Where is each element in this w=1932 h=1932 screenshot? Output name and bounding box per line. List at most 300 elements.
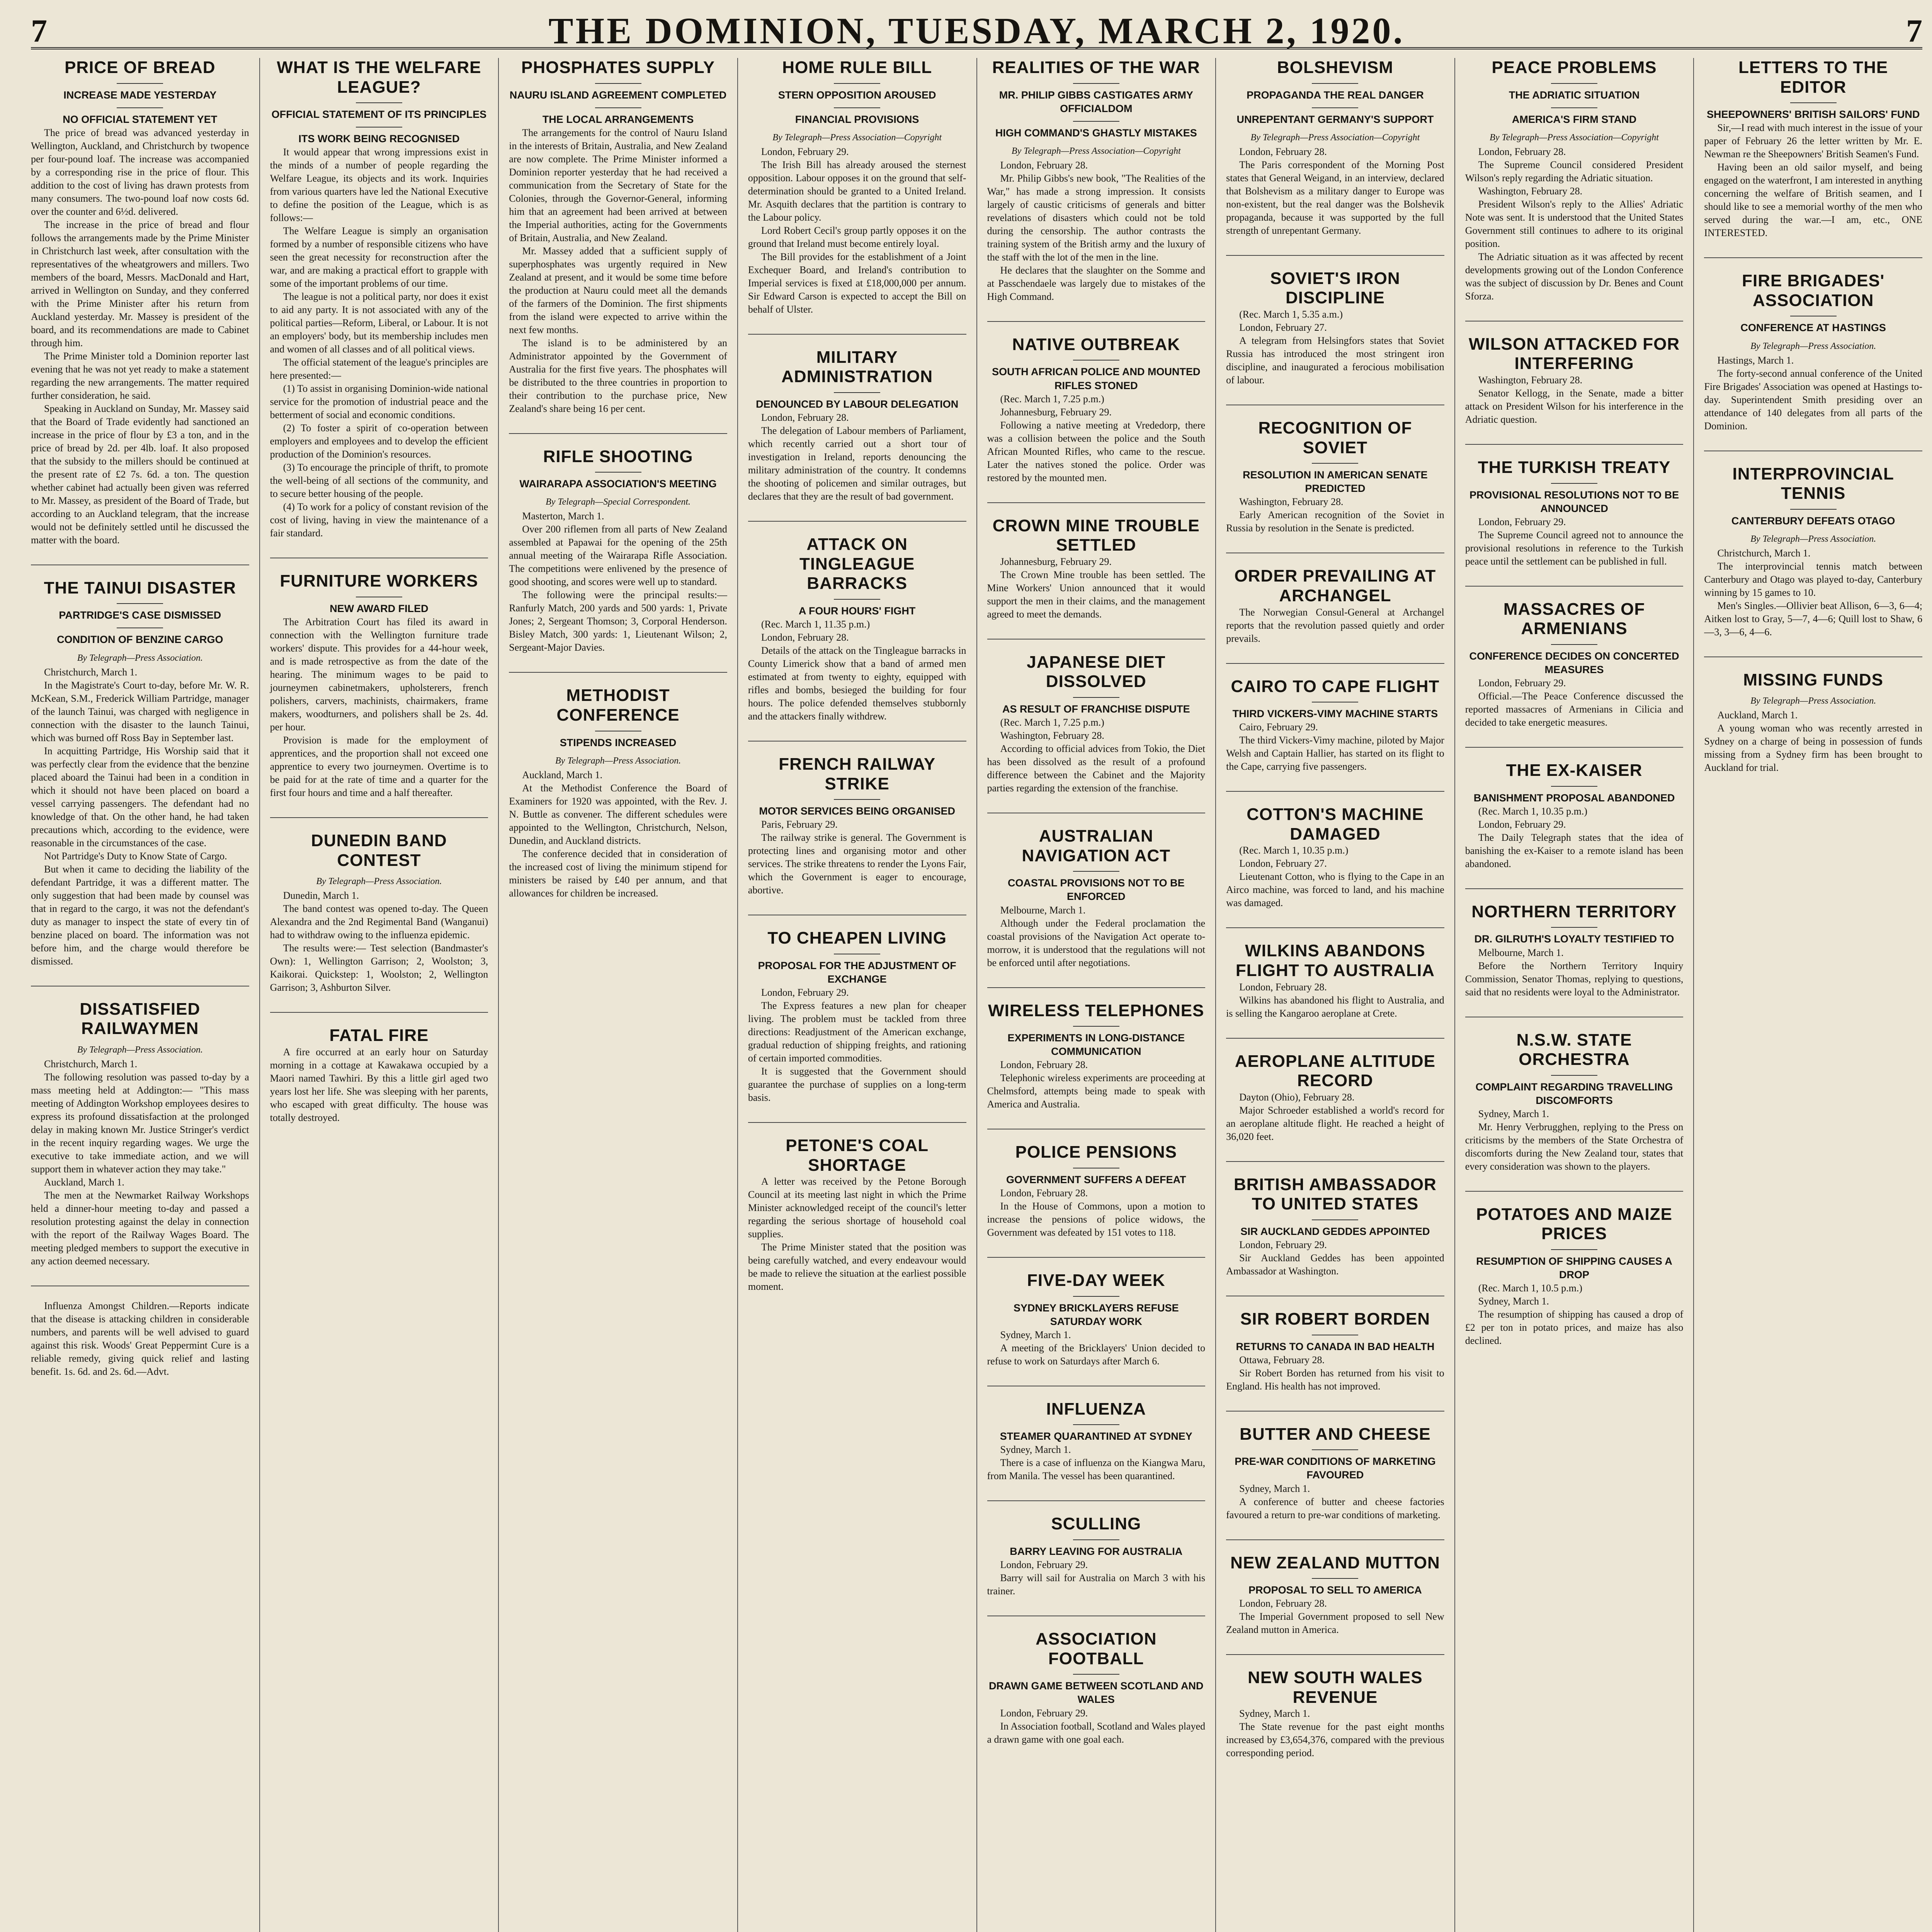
article-paragraph: Dunedin, March 1.	[283, 890, 359, 901]
article-headline: PRICE OF BREAD	[65, 58, 216, 77]
article-headline: SOVIET'S IRON DISCIPLINE	[1270, 269, 1400, 308]
article-subheading: GOVERNMENT SUFFERS A DEFEAT	[987, 1168, 1206, 1187]
article-paragraph: The island is to be administered by an Administrator appointed by the Government of Australia for the first five years. The phosphates will be distributed to the three countries in proportion to their contribution to the purchase price, New Zealand's share being 16 per cent.	[509, 337, 727, 414]
article	[748, 1122, 966, 1293]
article-subheading: UNREPENTANT GERMANY'S SUPPORT	[1226, 107, 1444, 126]
article-body	[1704, 709, 1922, 774]
article-paragraph: (4) To work for a policy of constant revision of the cost of living, having in view the maintenance of a fair standard.	[270, 501, 488, 539]
article-subheading: RESUMPTION OF SHIPPING CAUSES A DROP	[1465, 1249, 1684, 1282]
article-body	[31, 1299, 249, 1378]
article-paragraph: Sir Auckland Geddes has been appointed Ambassador at Washington.	[1226, 1252, 1444, 1277]
column-3	[498, 58, 737, 1932]
article	[1226, 1161, 1444, 1278]
article-paragraph: London, February 29.	[1000, 1559, 1088, 1571]
article-paragraph: London, February 29.	[1239, 1239, 1327, 1251]
article-paragraph: Hastings, March 1.	[1717, 354, 1794, 366]
article-headline: BUTTER AND CHEESE	[1240, 1424, 1431, 1444]
article-paragraph: Sydney, March 1.	[1478, 1296, 1549, 1307]
article	[987, 58, 1206, 303]
article-headline: PHOSPHATES SUPPLY	[521, 58, 715, 77]
article-headline: FURNITURE WORKERS	[280, 571, 478, 591]
article-paragraph: Following a native meeting at Vrededorp, there was a collision between the police and the South African Mounted Rifles, who came to the rescue. Later the natives stoned the police. Order was restored by the mounted men.	[987, 419, 1206, 483]
article	[987, 987, 1206, 1111]
article-headline: FRENCH RAILWAY STRIKE	[779, 754, 936, 793]
article-paragraph: In the House of Commons, upon a motion to increase the pensions of police widows, the Government was defeated by 151 votes to 118.	[987, 1200, 1206, 1238]
article-paragraph: According to official advices from Tokio, the Diet has been dissolved as the result of a profound difference between the Cabinet and the Majority parties regarding the extension of the franchise.	[987, 743, 1206, 794]
article-headline: BRITISH AMBASSADOR TO UNITED STATES	[1234, 1175, 1437, 1214]
article-paragraph: A fire occurred at an early hour on Saturday morning in a cottage at Kawakawa occupied by a Maori named Tawhiri. By this a little girl aged two years lost her life. She was sleeping with her parents, who escaped with great difficulty. The house was totally destroyed.	[270, 1046, 488, 1123]
article-paragraph: Dayton (Ohio), February 28.	[1239, 1091, 1355, 1103]
article	[1226, 58, 1444, 237]
article-subheading: SYDNEY BRICKLAYERS REFUSE SATURDAY WORK	[987, 1296, 1206, 1328]
article-body	[1226, 1091, 1444, 1143]
article	[509, 58, 727, 415]
article-paragraph: Provision is made for the employment of apprentices, and the proportion shall not exceed one apprentice to every two journeymen. Overtime is to be paid for at the rate of time and a quarter for the first four hours and time and a half thereafter.	[270, 735, 488, 799]
page-number-right: 7	[1906, 13, 1922, 49]
article-paragraph: London, February 28.	[1000, 159, 1088, 171]
article	[270, 817, 488, 994]
article-subheading: INCREASE MADE YESTERDAY	[31, 83, 249, 102]
article-subheading: EXPERIMENTS IN LONG-DISTANCE COMMUNICATION	[987, 1026, 1206, 1058]
article-paragraph: London, February 28.	[1239, 1598, 1327, 1609]
article-paragraph: Sydney, March 1.	[1000, 1329, 1071, 1340]
article-body	[1226, 844, 1444, 910]
column-6	[1215, 58, 1454, 1932]
article-paragraph: Speaking in Auckland on Sunday, Mr. Massey said that the Board of Trade evidently had sanctioned an increase in the price of flour by £3 a ton, and in the price of bread by 2d. per 4lb. loaf. It also proposed that the subsidy to the millers should be continued at the present rate of £2 7s. 6d. a ton. The question whether cabinet had actually been given was referred to Mr. Massey, as president of the Board of Trade, but according to an Auckland telegram, that the increase would not be definitely settled until he discussed the matter with the board.	[31, 403, 249, 546]
article-paragraph: Cairo, February 29.	[1239, 721, 1318, 733]
article	[748, 334, 966, 503]
article-headline: MISSING FUNDS	[1743, 670, 1883, 689]
article-paragraph: Auckland, March 1.	[522, 769, 603, 781]
article-body	[509, 126, 727, 415]
article-subheading: PROPOSAL FOR THE ADJUSTMENT OF EXCHANGE	[748, 954, 966, 986]
article	[1465, 321, 1684, 426]
article	[1226, 1654, 1444, 1760]
article-subheading: AMERICA'S FIRM STAND	[1465, 107, 1684, 126]
article-headline: RECOGNITION OF SOVIET	[1258, 418, 1412, 457]
article-paragraph: The Daily Telegraph states that the idea of banishing the ex-Kaiser to a remote island has been abandoned.	[1465, 832, 1684, 869]
article-body	[1226, 1597, 1444, 1636]
article-headline: THE TAINUI DISASTER	[44, 578, 236, 597]
article-subheading: NEW AWARD FILED	[270, 597, 488, 616]
newspaper-title: THE DOMINION, TUESDAY, MARCH 2, 1920.	[548, 10, 1405, 51]
article-paragraph: Christchurch, March 1.	[44, 1058, 138, 1070]
article-byline: By Telegraph—Press Association.	[1750, 534, 1876, 544]
article-paragraph: London, February 28.	[761, 631, 849, 643]
article-body	[1226, 1354, 1444, 1393]
column-4	[737, 58, 976, 1932]
article-body	[748, 618, 966, 723]
article-paragraph: He declares that the slaughter on the Somme and at Passchendaele was largely due to mistakes of the High Command.	[987, 264, 1206, 302]
article	[509, 672, 727, 900]
article-paragraph: Johannesburg, February 29.	[1000, 406, 1112, 418]
article-headline: FATAL FIRE	[329, 1026, 429, 1045]
article-paragraph: The third Vickers-Vimy machine, piloted by Major Welsh and Captain Hallier, has started on its flight to the Cape, carrying five passengers.	[1226, 735, 1444, 772]
article	[1465, 58, 1684, 303]
article	[1226, 663, 1444, 774]
article-body	[1465, 805, 1684, 871]
article-subheading: HIGH COMMAND'S GHASTLY MISTAKES	[987, 121, 1206, 140]
article-headline: JAPANESE DIET DISSOLVED	[1027, 652, 1166, 691]
article-headline: THE EX-KAISER	[1506, 761, 1643, 780]
article	[748, 741, 966, 897]
article-paragraph: London, February 28.	[1478, 146, 1566, 157]
article-headline: MASSACRES OF ARMENIANS	[1503, 599, 1645, 638]
article-byline: By Telegraph—Press Association.	[316, 876, 442, 887]
article-paragraph: The Norwegian Consul-General at Archangel reports that the revolution passed quietly and order prevails.	[1226, 606, 1444, 644]
article	[270, 58, 488, 540]
article-headline: INTERPROVINCIAL TENNIS	[1732, 464, 1894, 503]
article	[270, 1012, 488, 1124]
article-byline: By Telegraph—Press Association.	[1750, 696, 1876, 706]
article-paragraph: London, February 29.	[1478, 818, 1566, 830]
column-8	[1693, 58, 1922, 1932]
article-byline: By Telegraph—Press Association—Copyright	[1490, 132, 1659, 143]
article-body	[1226, 1707, 1444, 1760]
article-paragraph: The band contest was opened to-day. The Queen Alexandra and the 2nd Regimental Band (Wanganui) had to withdraw owing to the influenza epidemic.	[270, 903, 488, 941]
article-paragraph: The delegation of Labour members of Parliament, which recently carried out a short tour of investigation in Ireland, reports denouncing the military administration of the country. It condemns the shooting of policemen and similar outrages, but declares that they are the result of bad government.	[748, 425, 966, 502]
article-subheading: AS RESULT OF FRANCHISE DISPUTE	[987, 697, 1206, 716]
article-paragraph: (Rec. March 1, 10.5 p.m.)	[1478, 1282, 1583, 1294]
article-paragraph: Sydney, March 1.	[1239, 1708, 1310, 1719]
article	[1704, 257, 1922, 432]
article-body	[270, 1046, 488, 1124]
article-subheading: MOTOR SERVICES BEING ORGANISED	[748, 799, 966, 818]
article-headline: MILITARY ADMINISTRATION	[781, 347, 933, 386]
article-paragraph: (Rec. March 1, 10.35 p.m.)	[1478, 805, 1588, 817]
article-paragraph: Sydney, March 1.	[1239, 1483, 1310, 1494]
article-subheading: THIRD VICKERS-VIMY MACHINE STARTS	[1226, 702, 1444, 721]
column-1	[31, 58, 259, 1932]
article	[748, 521, 966, 723]
article-paragraph: President Wilson's reply to the Allies' Adriatic Note was sent. It is understood that the United States Government still continues to adhere to its original position.	[1465, 198, 1684, 249]
article-paragraph: Sydney, March 1.	[1478, 1108, 1549, 1119]
article-paragraph: The Arbitration Court has filed its award in connection with the Wellington furniture trade workers' dispute. This provides for a 44-hour week, and is made retrospective as from the date of the hearing. The minimum wages to be paid to journeymen cabinetmakers, upholsterers, french polishers, carvers, machinists, chairmakers, frame makers, woodturners, and polishers shall be 2s. 4d. per hour.	[270, 616, 488, 733]
article	[31, 1286, 249, 1378]
article-paragraph: (Rec. March 1, 7.25 p.m.)	[1000, 717, 1104, 728]
article-body	[748, 411, 966, 503]
article-body	[1226, 308, 1444, 387]
article-paragraph: It is suggested that the Government should guarantee the purchase of supplies on a long-term basis.	[748, 1066, 966, 1103]
article-paragraph: A conference of butter and cheese factories favoured a return to pre-war conditions of marketing.	[1226, 1496, 1444, 1520]
article	[1465, 1017, 1684, 1173]
article	[1226, 927, 1444, 1020]
article-headline: ATTACK ON TINGLEAGUE BARRACKS	[799, 535, 915, 593]
article-body	[270, 146, 488, 540]
article	[1226, 405, 1444, 535]
article-paragraph: A meeting of the Bricklayers' Union decided to refuse to work on Saturdays after March 6.	[987, 1342, 1206, 1367]
masthead-rule	[31, 47, 1922, 49]
article-subheading: ITS WORK BEING RECOGNISED	[270, 127, 488, 146]
article-paragraph: Auckland, March 1.	[1717, 709, 1798, 721]
article-headline: ASSOCIATION FOOTBALL	[1036, 1629, 1157, 1668]
article-paragraph: Christchurch, March 1.	[1717, 547, 1811, 559]
article-paragraph: (1) To assist in organising Dominion-wide national service for the promotion of industrial peace and the betterment of social and economic conditions.	[270, 383, 488, 421]
article-paragraph: The Supreme Council considered President Wilson's reply regarding the Adriatic situation.	[1465, 159, 1684, 184]
article-paragraph: The railway strike is general. The Government is protecting lines and organising motor and other services. The strike threatens to render the Lyons Fair, which the Government is eager to encourage, abortive.	[748, 832, 966, 896]
article-paragraph: Official.—The Peace Conference discussed the reported massacres of Armenians in Cilicia and decided to take energetic measures.	[1465, 690, 1684, 728]
article-subheading: THE ADRIATIC SITUATION	[1465, 83, 1684, 102]
article-body	[1465, 946, 1684, 999]
article-paragraph: Auckland, March 1.	[44, 1176, 124, 1188]
article	[1704, 451, 1922, 639]
article-paragraph: Washington, February 28.	[1478, 185, 1583, 197]
article	[31, 58, 249, 547]
article-paragraph: London, February 28.	[1000, 1187, 1088, 1199]
article-headline: CROWN MINE TROUBLE SETTLED	[992, 516, 1200, 555]
article-headline: SIR ROBERT BORDEN	[1240, 1310, 1430, 1329]
article-paragraph: The forty-second annual conference of the United Fire Brigades' Association was opened at Hastings to-day. Superintendent Smith presiding over an attendance of 140 delegates from all parts of the Dominion.	[1704, 367, 1922, 432]
article-paragraph: (3) To encourage the principle of thrift, to promote the well-being of all sections of the community, and to secure better housing of the people.	[270, 462, 488, 500]
article-paragraph: London, February 29.	[1478, 677, 1566, 689]
article-paragraph: But when it came to deciding the liability of the defendant Partridge, it was a different matter. The only suggestion that had been made by counsel was that in regard to the cargo, it was not the defendant's duty as manager to inspect the state of every tin of benzine placed on board. The information was not before him, and the charge would therefore be dismissed.	[31, 863, 249, 967]
article-paragraph: The resumption of shipping has caused a drop of £2 per ton in potato prices, and maize has also declined.	[1465, 1309, 1684, 1347]
article-paragraph: Men's Singles.—Ollivier beat Allison, 6—3, 6—4; Aitken lost to Gray, 5—7, 4—6; Quill lost to Shaw, 6—3, 3—6, 4—6.	[1704, 600, 1922, 638]
article	[1226, 255, 1444, 387]
article	[1465, 888, 1684, 999]
article	[987, 1616, 1206, 1746]
article-paragraph: Over 200 riflemen from all parts of New Zealand assembled at Papawai for the opening of the 25th annual meeting of the Wairarapa Rifle Association. The competitions were enlivened by the presence of good shooting, and scores were well up to standard.	[509, 524, 727, 588]
article	[1704, 656, 1922, 775]
article-paragraph: Not Partridge's Duty to Know State of Cargo.	[44, 850, 227, 862]
article-body	[987, 716, 1206, 795]
article-subheading: BANISHMENT PROPOSAL ABANDONED	[1465, 786, 1684, 805]
article-paragraph: Johannesburg, February 29.	[1000, 556, 1112, 567]
article-body	[1465, 677, 1684, 729]
article-body	[987, 555, 1206, 621]
article-paragraph: (2) To foster a spirit of co-operation between employers and employees and to develop the efficient production of the Dominion's resources.	[270, 422, 488, 460]
article	[987, 639, 1206, 795]
article-body	[1704, 121, 1922, 240]
article	[987, 1257, 1206, 1368]
article-headline: AUSTRALIAN NAVIGATION ACT	[1022, 827, 1171, 865]
article-subheading: OFFICIAL STATEMENT OF ITS PRINCIPLES	[270, 102, 488, 121]
article-paragraph: The Imperial Government proposed to sell New Zealand mutton in America.	[1226, 1611, 1444, 1636]
article-paragraph: The price of bread was advanced yesterday in Wellington, Auckland, and Christchurch by twopence per four-pound loaf. The increase was accompanied by a corresponding rise in the price of flour. This addition to the cost of living has drawn protests from many consumers. The two-pound loaf now costs 6d. over the counter and 6½d. delivered.	[31, 127, 249, 217]
article-paragraph: Although under the Federal proclamation the coastal provisions of the Navigation Act operate to-morrow, it is understood that the regulations will not be enforced until after negotiations.	[987, 917, 1206, 968]
article	[987, 1386, 1206, 1483]
article-paragraph: The arrangements for the control of Nauru Island in the interests of Britain, Australia, and New Zealand are now complete. The Prime Minister informed a Dominion reporter yesterday that he had received a communication from the Secretary of State for the Colonies, through the Governor-General, informing him that an agreement had been arrived at between the Imperial authorities, acting for the Governments of Britain, Australia, and New Zealand.	[509, 127, 727, 243]
article-byline: By Telegraph—Press Association.	[555, 755, 681, 766]
article-subheading: CANTERBURY DEFEATS OTAGO	[1704, 509, 1922, 528]
article	[1226, 553, 1444, 645]
article-body	[1226, 981, 1444, 1020]
article-paragraph: The Irish Bill has already aroused the sternest opposition. Labour opposes it on the ground that self-determination should be granted to a United Ireland. Mr. Asquith declares that the partition is contrary to the Labour policy.	[748, 159, 966, 223]
article	[748, 915, 966, 1104]
article-headline: POTATOES AND MAIZE PRICES	[1476, 1204, 1672, 1243]
article-paragraph: The Adriatic situation as it was affected by recent developments growing out of the London Conference was the subject of discussion by Dr. Benes and Count Sforza.	[1465, 251, 1684, 302]
article-body	[1465, 374, 1684, 426]
article-headline: NEW ZEALAND MUTTON	[1230, 1553, 1440, 1572]
article-body	[1226, 1482, 1444, 1522]
article-paragraph: Details of the attack on the Tingleague barracks in County Limerick show that a band of armed men estimated at from twenty to eighty, equipped with rifles and bombs, besieged the building for four hours. The police defended themselves stubbornly and the attackers finally withdrew.	[748, 645, 966, 722]
article	[270, 558, 488, 799]
article-paragraph: Washington, February 28.	[1000, 730, 1104, 742]
article-headline: COTTON'S MACHINE DAMAGED	[1247, 805, 1424, 844]
masthead	[31, 7, 1922, 49]
article-subheading: WAIRARAPA ASSOCIATION'S MEETING	[509, 472, 727, 491]
article-paragraph: Wilkins has abandoned his flight to Australia, and is selling the Kangaroo aeroplane at Crete.	[1226, 994, 1444, 1019]
article-headline: LETTERS TO THE EDITOR	[1738, 58, 1888, 97]
article-body	[270, 889, 488, 994]
article-paragraph: London, February 29.	[761, 146, 849, 157]
article-subheading: NO OFFICIAL STATEMENT YET	[31, 107, 249, 126]
columns	[31, 58, 1922, 1932]
article	[1226, 1411, 1444, 1522]
article-body	[987, 159, 1206, 303]
article-headline: INFLUENZA	[1046, 1399, 1146, 1418]
article-paragraph: A letter was received by the Petone Borough Council at its meeting last night in which the Prime Minister acknowledged receipt of the council's letter regarding the serious shortage of household coal supplies.	[748, 1176, 966, 1240]
article-paragraph: At the Methodist Conference the Board of Examiners for 1920 was appointed, with the Rev. J. N. Buttle as convener. The different schedules were appointed to the Wellington, Christchurch, Nelson, Dunedin, and Auckland districts.	[509, 782, 727, 846]
article-paragraph: The Prime Minister stated that the position was being carefully watched, and every endeavour would be made to relieve the situation at the earliest possible moment.	[748, 1242, 966, 1293]
article-subheading: NAURU ISLAND AGREEMENT COMPLETED	[509, 83, 727, 102]
article-body	[987, 1328, 1206, 1368]
column-2	[259, 58, 498, 1932]
article-headline: ORDER PREVAILING AT ARCHANGEL	[1234, 566, 1436, 605]
article-subheading: STIPENDS INCREASED	[509, 731, 727, 750]
article	[987, 1129, 1206, 1239]
article-body	[1226, 606, 1444, 645]
article-body	[987, 1443, 1206, 1483]
article-paragraph: The interprovincial tennis match between Canterbury and Otago was played to-day, Canterbury winning by 15 games to 10.	[1704, 560, 1922, 598]
article-paragraph: London, February 29.	[761, 987, 849, 998]
article-byline: By Telegraph—Special Correspondent.	[546, 497, 690, 507]
article-headline: THE TURKISH TREATY	[1478, 457, 1671, 477]
article-subheading: A FOUR HOURS' FIGHT	[748, 599, 966, 618]
article-paragraph: London, February 28.	[1239, 146, 1327, 157]
article-headline: SCULLING	[1051, 1514, 1141, 1534]
article-paragraph: The Prime Minister told a Dominion reporter last evening that he was not yet ready to make a statement regarding the new arrangements. The matter required further consideration, he said.	[31, 350, 249, 401]
article-subheading: FINANCIAL PROVISIONS	[748, 107, 966, 126]
article-paragraph: (Rec. March 1, 5.35 a.m.)	[1239, 308, 1343, 320]
column-7	[1454, 58, 1694, 1932]
article-body	[1226, 1238, 1444, 1278]
article-subheading: COASTAL PROVISIONS NOT TO BE ENFORCED	[987, 871, 1206, 903]
article-body	[987, 393, 1206, 485]
article-paragraph: Washington, February 28.	[1478, 374, 1583, 386]
article	[1465, 444, 1684, 568]
article-subheading: SOUTH AFRICAN POLICE AND MOUNTED RIFLES STONED	[987, 360, 1206, 392]
article	[1704, 58, 1922, 240]
article-subheading: DRAWN GAME BETWEEN SCOTLAND AND WALES	[987, 1674, 1206, 1706]
article	[1465, 1191, 1684, 1347]
article-subheading: CONDITION OF BENZINE CARGO	[31, 628, 249, 646]
article-paragraph: A young woman who was recently arrested in Sydney on a charge of being in possession of funds missing from a Sydney firm has been brought to Auckland for trial.	[1704, 723, 1922, 774]
article-paragraph: Masterton, March 1.	[522, 510, 604, 522]
article-body	[1465, 1107, 1684, 1173]
article-headline: NORTHERN TERRITORY	[1471, 902, 1677, 921]
article	[748, 58, 966, 316]
article	[987, 502, 1206, 621]
article-body	[987, 1558, 1206, 1598]
article-headline: FIRE BRIGADES' ASSOCIATION	[1742, 271, 1885, 310]
article-headline: AEROPLANE ALTITUDE RECORD	[1235, 1051, 1435, 1090]
article-body	[31, 666, 249, 968]
article-subheading: THE LOCAL ARRANGEMENTS	[509, 107, 727, 126]
column-5	[976, 58, 1216, 1932]
article-body	[509, 510, 727, 654]
article-headline: HOME RULE BILL	[782, 58, 932, 77]
article-paragraph: In the Magistrate's Court to-day, before Mr. W. R. McKean, S.M., Frederick William Partridge, manager of the launch Tainui, was charged with negligence in connection with the disaster to the launch Tainui, which was burned off Ross Bay in September last.	[31, 679, 249, 743]
article-paragraph: The increase in the price of bread and flour follows the arrangements made by the Prime Minister in Christchurch last week, after consultation with the representatives of the wheatgrowers and millers. Two members of the board, Messrs. MacDonald and Hart, arrived in Wellington on Sunday, and they conferred with the Prime Minister after his return from Auckland yesterday. Mr. Massey is president of the board, and its recommendations are made to Cabinet through him.	[31, 219, 249, 349]
article-paragraph: (Rec. March 1, 7.25 p.m.)	[1000, 393, 1104, 405]
article-subheading: STEAMER QUARANTINED AT SYDNEY	[987, 1424, 1206, 1443]
article	[1465, 747, 1684, 871]
article-headline: NATIVE OUTBREAK	[1012, 335, 1180, 354]
article-body	[987, 1707, 1206, 1746]
article-byline: By Telegraph—Press Association—Copyright	[772, 132, 942, 143]
article-headline: WIRELESS TELEPHONES	[988, 1001, 1204, 1020]
article-paragraph: Mr. Philip Gibbs's new book, "The Realities of the War," has made a strong impression. It consists largely of caustic criticisms of generals and bitter revelations of disasters which could not be told during the censorship. The author contrasts the training system of the British army and the luxury of the staff with the lot of the men in the line.	[987, 172, 1206, 263]
article-paragraph: The Welfare League is simply an organisation formed by a number of responsible citizens who have seen the great necessity for reconstruction after the war, and are making a practical effort to grapple with some of the important problems of our time.	[270, 225, 488, 289]
article-paragraph: Paris, February 29.	[761, 819, 838, 830]
article-headline: PETONE'S COAL SHORTAGE	[786, 1136, 929, 1175]
article-byline: By Telegraph—Press Association.	[1750, 341, 1876, 351]
article-subheading: RETURNS TO CANADA IN BAD HEALTH	[1226, 1335, 1444, 1354]
article-paragraph: London, February 27.	[1239, 858, 1327, 869]
article-headline: PEACE PROBLEMS	[1492, 58, 1657, 77]
article-body	[1704, 354, 1922, 433]
article-body	[748, 145, 966, 316]
article-body	[1465, 515, 1684, 568]
article-paragraph: The Express features a new plan for cheaper living. The problem must be tackled from three directions: Readjustment of the American exchange, gradual reduction of shipping freights, and rationing of certain imported commodities.	[748, 1000, 966, 1064]
article-body	[1465, 145, 1684, 303]
article-subheading: RESOLUTION IN AMERICAN SENATE PREDICTED	[1226, 463, 1444, 495]
article-paragraph: London, February 27.	[1239, 321, 1327, 333]
article-paragraph: Before the Northern Territory Inquiry Commission, Senator Thomas, replying to questions, said that no residents were loyal to the Administrator.	[1465, 960, 1684, 998]
article-paragraph: Melbourne, March 1.	[1478, 947, 1564, 958]
article-paragraph: Senator Kellogg, in the Senate, made a bitter attack on President Wilson for his interference in the Adriatic question.	[1465, 387, 1684, 425]
article-paragraph: It would appear that wrong impressions exist in the minds of a number of people regarding the Welfare League, its objects and its work. Inquiries from various quarters have led the National Executive to define the position of the League, which is as follows:—	[270, 146, 488, 224]
article-paragraph: Sydney, March 1.	[1000, 1444, 1071, 1456]
article	[1226, 1539, 1444, 1637]
article-paragraph: Telephonic wireless experiments are proceeding at Chelmsford, attempts being made to speak with America and Australia.	[987, 1072, 1206, 1110]
article-headline: METHODIST CONFERENCE	[556, 686, 680, 725]
article-paragraph: The results were:— Test selection (Bandmaster's Own): 1, Wellington Garrison; 2, Woolston; 3, Kaikorai. Quickstep: 1, Woolston; 2, Wellington Garrison; 3, Ashburton Silver.	[270, 942, 488, 993]
article-paragraph: Having been an old sailor myself, and being engaged on the waterfront, I am interested in anything concerning the welfare of British seamen, and I should like to see a memorial worthy of the men who served during the war.—I am, etc., ONE INTERESTED.	[1704, 162, 1922, 239]
article-paragraph: London, February 29.	[1000, 1707, 1088, 1719]
article	[1226, 1296, 1444, 1393]
article-paragraph: (Rec. March 1, 10.35 p.m.)	[1239, 845, 1349, 856]
article-subheading: MR. PHILIP GIBBS CASTIGATES ARMY OFFICIALDOM	[987, 83, 1206, 116]
article-paragraph: Christchurch, March 1.	[44, 666, 138, 678]
article-subheading: PROPOSAL TO SELL TO AMERICA	[1226, 1578, 1444, 1597]
article-subheading: BARRY LEAVING FOR AUSTRALIA	[987, 1539, 1206, 1558]
article-body	[1226, 721, 1444, 773]
article-paragraph: London, February 28.	[1000, 1059, 1088, 1071]
article-headline: WHAT IS THE WELFARE LEAGUE?	[277, 58, 481, 97]
article-paragraph: Sir Robert Borden has returned from his visit to England. His health has not improved.	[1226, 1367, 1444, 1392]
article-body	[1226, 495, 1444, 535]
article-subheading: DR. GILRUTH'S LOYALTY TESTIFIED TO	[1465, 927, 1684, 946]
article-subheading: DENOUNCED BY LABOUR DELEGATION	[748, 392, 966, 411]
article-paragraph: The following resolution was passed to-day by a mass meeting held at Addington:— "This mass meeting of Addington Workshop employees desires to express its profound dissatisfaction at the prolonged delay in making known Mr. Justice Stringer's verdict in the recent inquiry regarding wages. We urge the executive to take immediate action, and we will support them in whatever action they may take."	[31, 1071, 249, 1175]
article-paragraph: Barry will sail for Australia on March 3 with his trainer.	[987, 1572, 1206, 1597]
article-paragraph: The league is not a political party, nor does it exist to aid any party. It is not associated with any of the political parties—Reform, Liberal, or Labour. It is not an employers' body, but its membership includes men and women of all classes and of all political views.	[270, 291, 488, 355]
article-subheading: PRE-WAR CONDITIONS OF MARKETING FAVOURED	[1226, 1449, 1444, 1482]
article-headline: WILKINS ABANDONS FLIGHT TO AUSTRALIA	[1235, 941, 1435, 980]
article-paragraph: There is a case of influenza on the Kiangwa Maru, from Manila. The vessel has been quarantined.	[987, 1457, 1206, 1482]
page-number-left: 7	[31, 13, 47, 49]
article-paragraph: The Crown Mine trouble has been settled. The Mine Workers' Union announced that it would support the men in their claims, and the management agreed to meet the demands.	[987, 569, 1206, 620]
article-paragraph: Lieutenant Cotton, who is flying to the Cape in an Airco machine, was forced to land, and his machine was damaged.	[1226, 871, 1444, 909]
article-paragraph: Lord Robert Cecil's group partly opposes it on the ground that Ireland must become entirely loyal.	[748, 224, 966, 249]
article-paragraph: Sir,—I read with much interest in the issue of your paper of February 26 the letter written by Mr. E. Newman re the Sheepowners' British Seamen's Fund.	[1704, 122, 1922, 160]
article-paragraph: The State revenue for the past eight months increased by £3,654,376, compared with the previous corresponding period.	[1226, 1721, 1444, 1759]
article-headline: FIVE-DAY WEEK	[1027, 1270, 1165, 1290]
article-paragraph: Major Schroeder established a world's record for an aeroplane altitude flight. He reached a height of 36,020 feet.	[1226, 1104, 1444, 1142]
article-headline: DISSATISFIED RAILWAYMEN	[80, 999, 201, 1038]
